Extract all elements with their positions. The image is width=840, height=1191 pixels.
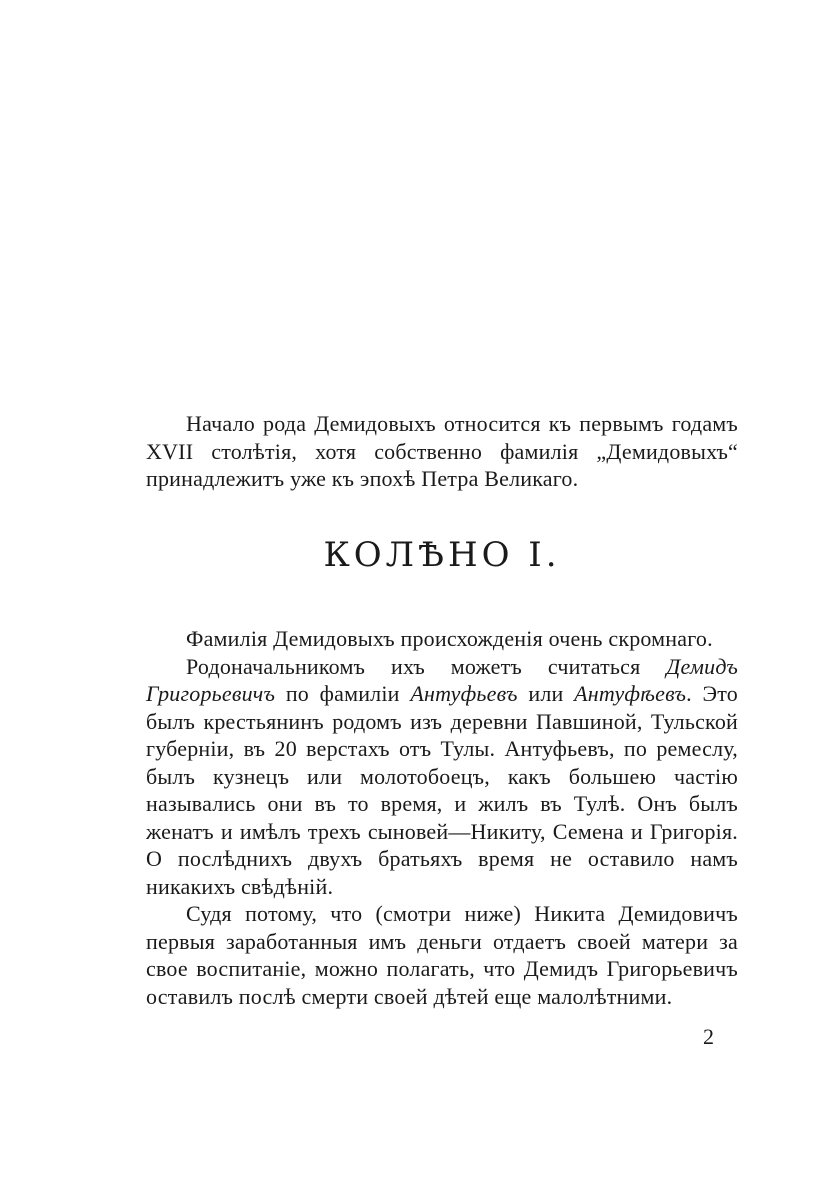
surname-antufeev: Антуфѣевъ	[574, 681, 687, 706]
paragraph-2-text-a: Родоначальникомъ ихъ можетъ считаться	[186, 653, 667, 679]
page-number: 2	[703, 1024, 714, 1049]
paragraph-3: Судя потому, что (смотри ниже) Никита Демидовичъ первыя заработанныя имъ деньги отдаетъ своей матери за свое воспитаніе, можно полагать, что Демидъ Григорьевичъ оставилъ послѣ смерти своей дѣтей еще малолѣтними.	[146, 901, 738, 1009]
body-text	[146, 625, 738, 1010]
intro-paragraph: Начало рода Демидовыхъ относится къ первымъ годамъ XVII столѣтія, хотя собственно фамилія „Демидовыхъ“ принадлежитъ уже къ эпохѣ Петра Великаго.	[146, 411, 738, 491]
surname-antufiev: Антуфьевъ	[410, 681, 518, 706]
name-demid: Демидъ Григорьевичъ	[146, 653, 738, 706]
paragraph-2-text-c: по фамиліи	[275, 681, 411, 706]
intro-block	[146, 410, 738, 493]
paragraph-2-text-g: . Это былъ крестьянинъ родомъ изъ деревни Павшиной, Тульской губерніи, въ 20 верстахъ отъ Тулы. Антуфьевъ, по ремеслу, былъ кузнецъ или молотобоецъ, какъ большею частію назывались они въ то время, и жилъ въ Тулѣ. Онъ былъ женатъ и имѣлъ трехъ сыновей—Никиту, Семена и Григорія. О послѣднихъ двухъ братьяхъ время не оставило намъ никакихъ свѣдѣній.	[146, 681, 738, 899]
paragraph-2	[146, 653, 738, 901]
paragraph-1: Фамилія Демидовыхъ происхожденія очень скромнаго.	[186, 626, 713, 651]
paragraph-2-text-e: или	[517, 681, 575, 706]
section-title: КОЛѢНО I.	[323, 535, 561, 575]
